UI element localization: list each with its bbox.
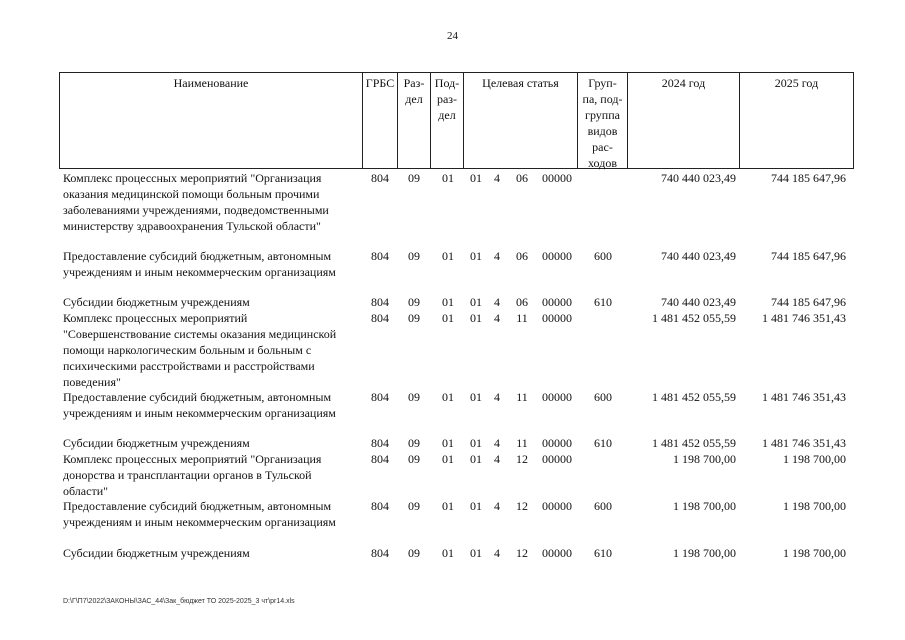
row-year-2024: 740 440 023,49 [661,171,736,185]
row-podrazdel: 01 [442,436,454,450]
row-target-4: 00000 [542,499,572,513]
header-name [59,72,362,169]
row-name: Комплекс процессных мероприятий "Организация оказания медицинской помощи больным прочими заболеваниями учреждениями, подведомственными министерству здравоохранения Тульской области" [63,171,329,233]
row-target-2: 4 [494,436,500,450]
row-group: 600 [594,249,612,263]
row-podrazdel: 01 [442,499,454,513]
row-year-2024: 1 481 452 055,59 [652,390,736,404]
row-razdel: 09 [408,311,420,325]
row-year-2024: 1 481 452 055,59 [652,436,736,450]
row-grbs: 804 [371,546,389,560]
row-group: 610 [594,295,612,309]
row-target-4: 00000 [542,311,572,325]
row-target-4: 00000 [542,249,572,263]
header-name-label: Наименование [173,76,249,90]
row-group: 610 [594,436,612,450]
row-grbs: 804 [371,295,389,309]
row-target-4: 00000 [542,436,572,450]
row-name: Предоставление субсидий бюджетным, автономным учреждениям и иным некоммерческим организациям [63,499,336,529]
row-target-2: 4 [494,390,500,404]
row-podrazdel: 01 [442,546,454,560]
row-target-2: 4 [494,546,500,560]
header-target-label: Целевая статья [482,76,559,90]
row-year-2024: 740 440 023,49 [661,295,736,309]
row-podrazdel: 01 [442,452,454,466]
row-podrazdel: 01 [442,295,454,309]
row-name: Субсидии бюджетным учреждениям [63,546,250,560]
row-year-2024: 740 440 023,49 [661,249,736,263]
row-grbs: 804 [371,390,389,404]
row-year-2024: 1 198 700,00 [673,546,736,560]
row-target-1: 01 [470,311,482,325]
header-year-2025 [739,72,854,169]
header-year-2025-label: 2025 год [774,76,819,90]
header-year-2024 [627,72,739,169]
row-year-2024: 1 481 452 055,59 [652,311,736,325]
header-group-label: Груп- па, под- группа видов рас- ходов [582,76,623,170]
row-target-3: 06 [516,171,528,185]
row-year-2025: 1 481 746 351,43 [762,311,846,325]
row-name: Субсидии бюджетным учреждениям [63,295,250,309]
row-grbs: 804 [371,311,389,325]
header-grbs-label: ГРБС [365,76,395,90]
header-podrazdel-label: Под- раз- дел [434,76,460,122]
row-target-1: 01 [470,546,482,560]
header-group [577,72,627,169]
row-razdel: 09 [408,295,420,309]
row-year-2025: 1 198 700,00 [783,546,846,560]
row-razdel: 09 [408,249,420,263]
row-name: Субсидии бюджетным учреждениям [63,436,250,450]
row-target-3: 12 [516,546,528,560]
row-group: 600 [594,390,612,404]
row-target-1: 01 [470,436,482,450]
row-target-4: 00000 [542,390,572,404]
row-grbs: 804 [371,171,389,185]
header-target [463,72,577,169]
row-razdel: 09 [408,171,420,185]
row-target-3: 11 [516,311,528,325]
row-podrazdel: 01 [442,390,454,404]
row-year-2025: 1 198 700,00 [783,499,846,513]
header-razdel-label: Раз- дел [403,76,425,106]
row-target-1: 01 [470,295,482,309]
row-target-4: 00000 [542,546,572,560]
row-target-3: 06 [516,295,528,309]
row-razdel: 09 [408,436,420,450]
row-target-2: 4 [494,171,500,185]
row-year-2024: 1 198 700,00 [673,452,736,466]
row-year-2025: 1 198 700,00 [783,452,846,466]
row-target-3: 12 [516,452,528,466]
row-target-1: 01 [470,390,482,404]
header-grbs [362,72,397,169]
row-podrazdel: 01 [442,311,454,325]
row-target-2: 4 [494,452,500,466]
row-name: Предоставление субсидий бюджетным, автономным учреждениям и иным некоммерческим организациям [63,390,336,420]
row-grbs: 804 [371,452,389,466]
row-razdel: 09 [408,452,420,466]
row-grbs: 804 [371,436,389,450]
row-target-1: 01 [470,171,482,185]
row-target-3: 06 [516,249,528,263]
row-target-3: 11 [516,436,528,450]
row-target-2: 4 [494,295,500,309]
row-target-2: 4 [494,499,500,513]
row-year-2025: 1 481 746 351,43 [762,436,846,450]
row-target-3: 12 [516,499,528,513]
row-target-1: 01 [470,249,482,263]
row-year-2025: 744 185 647,96 [771,171,846,185]
table-header [59,72,854,169]
row-target-1: 01 [470,452,482,466]
row-year-2025: 744 185 647,96 [771,249,846,263]
row-name: Комплекс процессных мероприятий "Совершенствование системы оказания медицинской помощи наркологическим больным и больным с психическими расстройствами и расстройствами поведения" [63,311,337,389]
row-target-2: 4 [494,249,500,263]
row-target-4: 00000 [542,295,572,309]
row-razdel: 09 [408,546,420,560]
row-group: 610 [594,546,612,560]
row-group: 600 [594,499,612,513]
page-number: 24 [447,30,458,42]
row-podrazdel: 01 [442,249,454,263]
row-target-4: 00000 [542,171,572,185]
row-name: Предоставление субсидий бюджетным, автономным учреждениям и иным некоммерческим организациям [63,249,336,279]
row-year-2024: 1 198 700,00 [673,499,736,513]
row-razdel: 09 [408,499,420,513]
row-target-1: 01 [470,499,482,513]
row-year-2025: 1 481 746 351,43 [762,390,846,404]
file-path-footer: D:\Г\П7\2022\ЗАКОНЫ\ЗАС_44\Зак_бюджет ТО 2025-2025_3 чт\pr14.xls [63,598,295,605]
row-year-2025: 744 185 647,96 [771,295,846,309]
row-podrazdel: 01 [442,171,454,185]
row-razdel: 09 [408,390,420,404]
row-grbs: 804 [371,499,389,513]
row-name: Комплекс процессных мероприятий "Организация донорства и трансплантации органов в Тульской области" [63,452,322,498]
row-target-2: 4 [494,311,500,325]
header-year-2024-label: 2024 год [661,76,706,90]
header-razdel [397,72,430,169]
header-podrazdel [430,72,463,169]
row-target-4: 00000 [542,452,572,466]
row-target-3: 11 [516,390,528,404]
row-grbs: 804 [371,249,389,263]
